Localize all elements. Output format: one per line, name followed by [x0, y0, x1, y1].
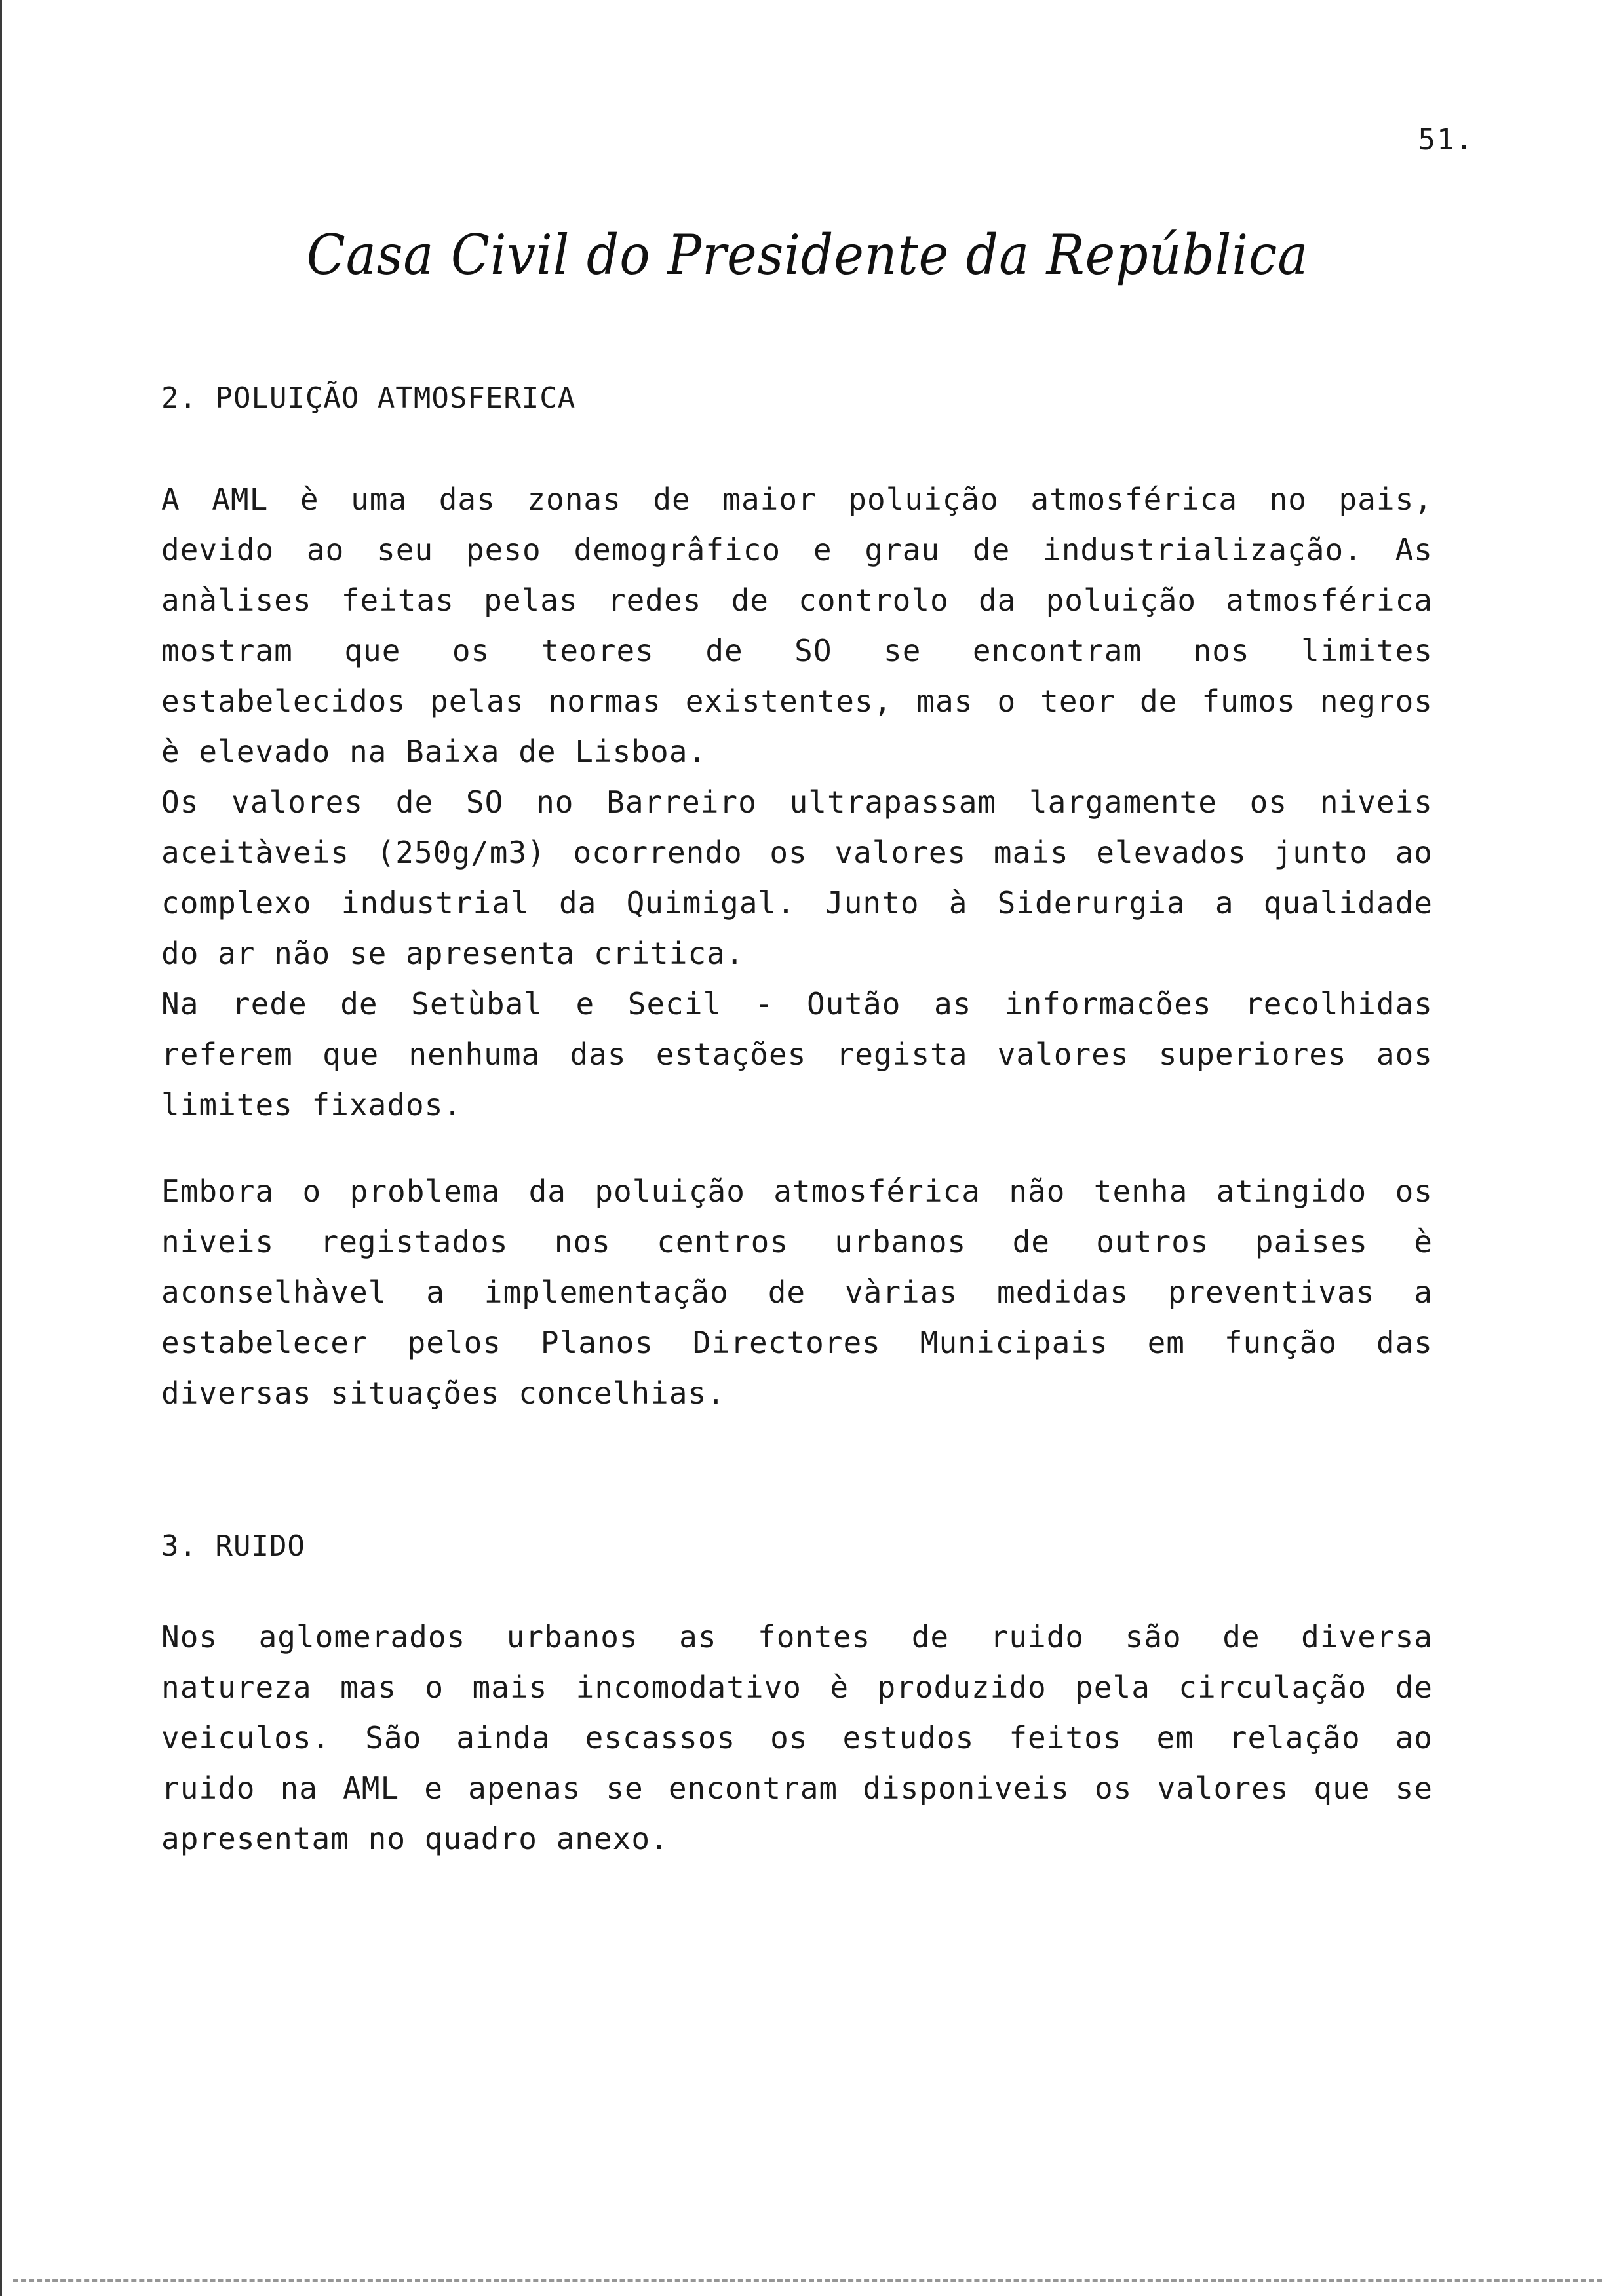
section-2-paragraph-1: [161, 474, 1433, 1130]
text-line: do ar não se apresenta critica.: [161, 936, 745, 971]
text-line: Embora o problema da poluição atmosférica não tenha atingido os: [161, 1174, 1433, 1209]
text-line: estabelecidos pelas normas existentes, mas o teor de fumos negros: [161, 683, 1433, 719]
text-line: Os valores de SO no Barreiro ultrapassam largamente os niveis: [161, 784, 1433, 820]
letterhead-title: Casa Civil do Presidente da República: [306, 223, 1309, 287]
text-line: referem que nenhuma das estações regista valores superiores aos: [161, 1037, 1433, 1072]
text-line: ruido na AML e apenas se encontram disponiveis os valores que se: [161, 1770, 1433, 1806]
text-line: complexo industrial da Quimigal. Junto à Siderurgia a qualidade: [161, 885, 1433, 921]
page-number: 51.: [1418, 123, 1474, 157]
text-line: diversas situações concelhias.: [161, 1375, 726, 1411]
page-edge-shadow: [0, 0, 2, 2296]
text-line: è elevado na Baixa de Lisboa.: [161, 734, 707, 769]
text-line: devido ao seu peso demogrâfico e grau de industrialização. As: [161, 532, 1433, 567]
section-2-heading: 2. POLUIÇÃO ATMOSFERICA: [161, 381, 576, 415]
section-3-heading: 3. RUIDO: [161, 1529, 305, 1563]
text-line: veiculos. São ainda escassos os estudos feitos em relação ao: [161, 1720, 1433, 1755]
text-line: aconselhàvel a implementação de vàrias medidas preventivas a: [161, 1274, 1433, 1310]
text-line: natureza mas o mais incomodativo è produzido pela circulação de: [161, 1670, 1433, 1705]
scan-artifact-line: [13, 2279, 1602, 2282]
text-line: anàlises feitas pelas redes de controlo da poluição atmosférica: [161, 583, 1433, 618]
text-line: Na rede de Setùbal e Secil - Outão as informacões recolhidas: [161, 986, 1433, 1022]
text-line: A AML è uma das zonas de maior poluição atmosférica no pais,: [161, 482, 1433, 517]
section-3-paragraph-1: [161, 1612, 1433, 1864]
text-line: niveis registados nos centros urbanos de outros paises è: [161, 1224, 1433, 1259]
text-line: mostram que os teores de SO se encontram nos limites: [161, 633, 1433, 668]
text-line: estabelecer pelos Planos Directores Municipais em função das: [161, 1325, 1433, 1360]
text-line: Nos aglomerados urbanos as fontes de ruido são de diversa: [161, 1619, 1433, 1655]
text-line: aceitàveis (250g/m3) ocorrendo os valores mais elevados junto ao: [161, 835, 1433, 870]
text-line: apresentam no quadro anexo.: [161, 1821, 669, 1856]
text-line: limites fixados.: [161, 1087, 463, 1122]
section-2-paragraph-2: [161, 1166, 1433, 1419]
